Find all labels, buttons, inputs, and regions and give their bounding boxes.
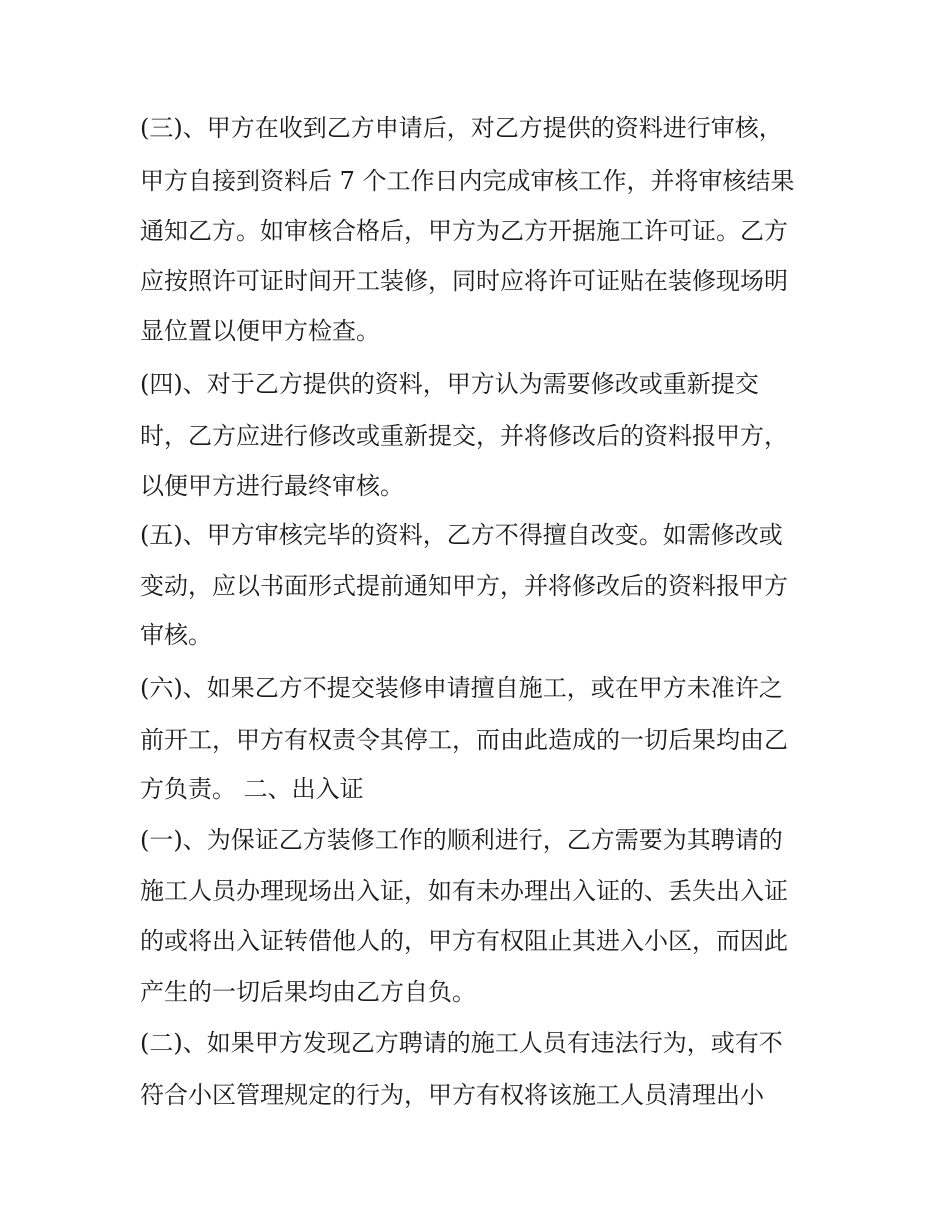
text-line: 方负责。 二、出入证 xyxy=(140,775,364,803)
text-line: 审核。 xyxy=(140,621,212,649)
text-line: 显位置以便甲方检查。 xyxy=(140,317,380,345)
text-line: 时，乙方应进行修改或重新提交，并将修改后的资料报甲方， xyxy=(140,422,788,450)
text-line: 的或将出入证转借他人的，甲方有权阻止其进入小区，而因此 xyxy=(140,927,788,955)
text-line: (五)、甲方审核完毕的资料，乙方不得擅自改变。如需修改或 xyxy=(140,521,783,549)
text-line: (二)、如果甲方发现乙方聘请的施工人员有违法行为，或有不 xyxy=(140,1029,783,1057)
text-line: (一)、为保证乙方装修工作的顺利进行，乙方需要为其聘请的 xyxy=(140,826,783,854)
text-line: (三)、甲方在收到乙方申请后，对乙方提供的资料进行审核， xyxy=(140,114,783,142)
text-line: 应按照许可证时间开工装修，同时应将许可证贴在装修现场明 xyxy=(140,267,788,295)
text-line: 产生的一切后果均由乙方自负。 xyxy=(140,978,476,1006)
text-line: (六)、如果乙方不提交装修申请擅自施工，或在甲方未准许之 xyxy=(140,674,783,702)
text-line: (四)、对于乙方提供的资料，甲方认为需要修改或重新提交 xyxy=(140,370,759,398)
text-line: 施工人员办理现场出入证，如有未办理出入证的、丢失出入证 xyxy=(140,877,788,905)
text-line: 通知乙方。如审核合格后，甲方为乙方开据施工许可证。乙方 xyxy=(140,217,788,245)
text-line: 甲方自接到资料后 7 个工作日内完成审核工作，并将审核结果 xyxy=(140,167,795,195)
text-line: 变动，应以书面形式提前通知甲方，并将修改后的资料报甲方 xyxy=(140,572,788,600)
text-line: 前开工，甲方有权责令其停工，而由此造成的一切后果均由乙 xyxy=(140,726,788,754)
text-line: 以便甲方进行最终审核。 xyxy=(140,472,404,500)
text-line: 符合小区管理规定的行为，甲方有权将该施工人员清理出小 xyxy=(140,1081,764,1109)
